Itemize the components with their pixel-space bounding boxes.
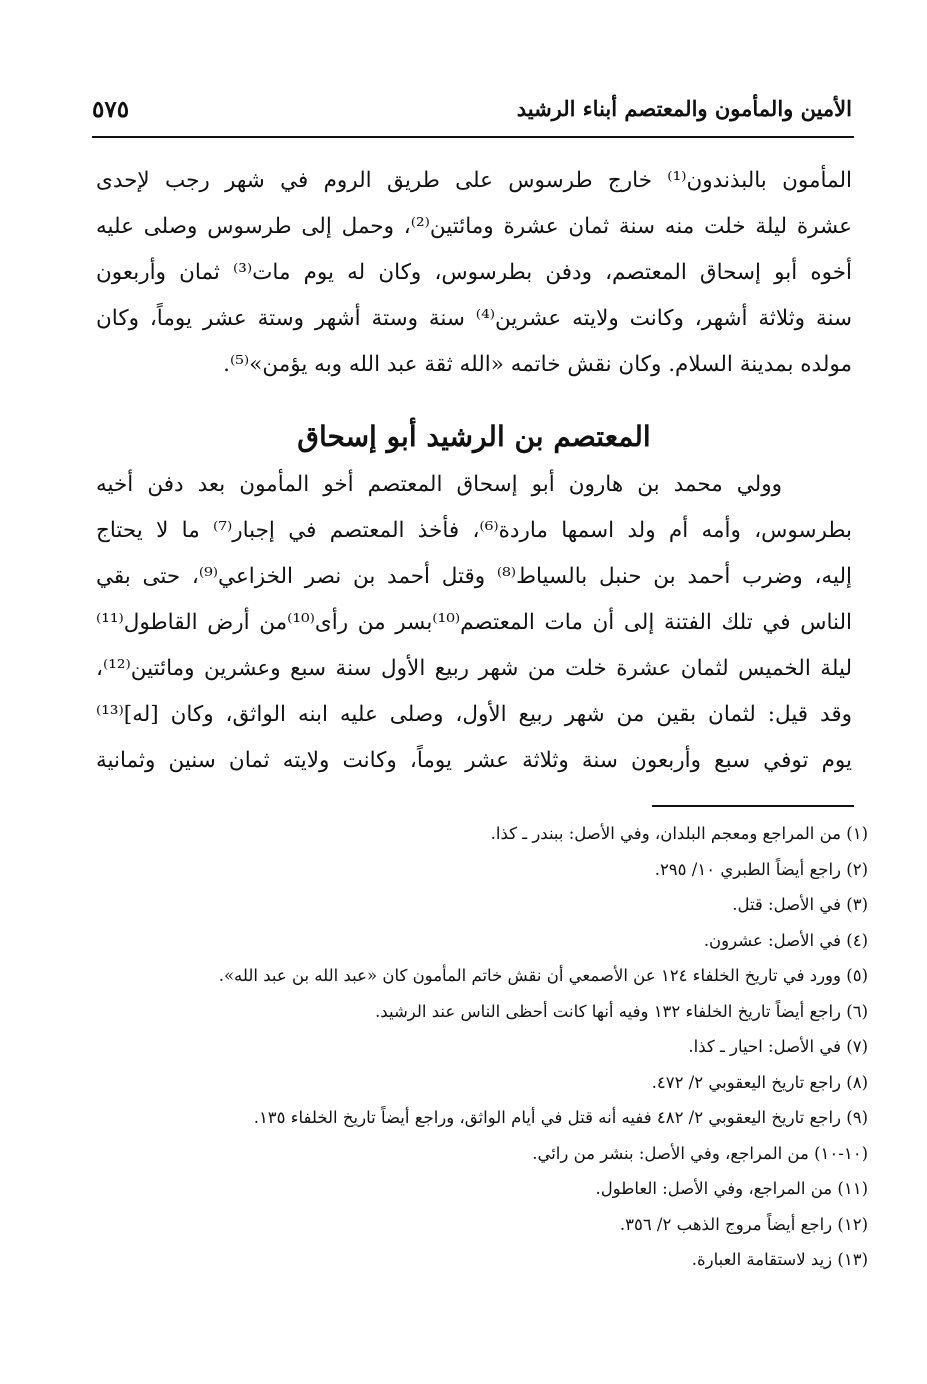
footnote: (٣) في الأصل: قتل. — [732, 895, 868, 914]
text-line: الناس في تلك الفتنة إلى أن مات المعتصم⁽¹⁰⁾بسر من رأى⁽¹⁰⁾من أرض القاطول⁽¹¹⁾ — [96, 610, 852, 635]
footnote-separator — [652, 805, 854, 807]
footnote: (٥) وورد في تاريخ الخلفاء ١٢٤ عن الأصمعي أن نقش خاتم المأمون كان «عبد الله بن عبد الله». — [218, 966, 868, 985]
footnote: (٢) راجع أيضاً الطبري ١٠/ ٢٩٥. — [654, 859, 868, 879]
text-line: أخوه أبو إسحاق المعتصم، ودفن بطرسوس، وكان له يوم مات⁽³⁾ ثمان وأربعون — [96, 260, 852, 285]
footnote: (١١) من المراجع، وفي الأصل: العاطول. — [595, 1179, 868, 1198]
text-line: المأمون بالبذندون⁽¹⁾ خارج طرسوس على طريق الروم في شهر رجب لإحدى — [96, 168, 852, 193]
footnote: (٩) راجع تاريخ اليعقوبي ٢/ ٤٨٢ ففيه أنه قتل في أيام الواثق، وراجع أيضاً تاريخ الخلفاء ١٣٥. — [253, 1108, 868, 1127]
footnote: (١) من المراجع ومعجم البلدان، وفي الأصل: ببندر ـ كذا. — [490, 824, 868, 843]
footnote: (٦) راجع أيضاً تاريخ الخلفاء ١٣٢ وفيه أنها كانت أحظى الناس عند الرشيد. — [375, 1001, 868, 1021]
text-line: ليلة الخميس لثمان عشرة خلت من شهر ربيع الأول سنة سبع وعشرين ومائتين⁽¹²⁾، — [96, 656, 852, 681]
page-header — [92, 92, 852, 132]
text-line: عشرة ليلة خلت منه سنة ثمان عشرة ومائتين⁽²⁾، وحمل إلى طرسوس وصلى عليه — [96, 214, 852, 239]
running-head: الأمين والمأمون والمعتصم أبناء الرشيد — [516, 96, 852, 121]
text-line: بطرسوس، وأمه أم ولد اسمها ماردة⁽⁶⁾، فأخذ المعتصم في إجبار⁽⁷⁾ ما لا يحتاج — [96, 518, 852, 543]
footnote: (٧) في الأصل: احيار ـ كذا. — [688, 1037, 868, 1056]
paragraph-mutasim — [96, 462, 852, 784]
page-number: ٥٧٥ — [92, 96, 130, 123]
text-line: وولي محمد بن هارون أبو إسحاق المعتصم أخو المأمون بعد دفن أخيه — [96, 472, 782, 497]
paragraph-mamun-death — [96, 158, 852, 388]
header-rule — [92, 136, 854, 138]
footnote: (١٠-١٠) من المراجع، وفي الأصل: بنشر من رائي. — [532, 1143, 868, 1163]
footnote: (٤) في الأصل: عشرون. — [703, 930, 868, 950]
text-line: إليه، وضرب أحمد بن حنبل بالسياط⁽⁸⁾ وقتل أحمد بن نصر الخزاعي⁽⁹⁾، حتى بقي — [96, 564, 852, 589]
footnotes — [120, 816, 868, 1278]
section-title: المعتصم بن الرشيد أبو إسحاق — [297, 420, 651, 453]
text-line: مولده بمدينة السلام. وكان نقش خاتمه «الله ثقة عبد الله وبه يؤمن»⁽⁵⁾. — [223, 352, 852, 377]
footnote: (١٢) راجع أيضاً مروج الذهب ٢/ ٣٥٦. — [619, 1214, 868, 1234]
text-line: وقد قيل: لثمان بقين من شهر ربيع الأول، وصلى عليه ابنه الواثق، وكان [له]⁽¹³⁾ — [96, 702, 852, 727]
footnote: (٨) راجع تاريخ اليعقوبي ٢/ ٤٧٢. — [651, 1072, 868, 1092]
text-line: يوم توفي سبع وأربعون سنة وثلاثة عشر يوماً، وكانت ولايته ثمان سنين وثمانية — [96, 748, 852, 773]
footnote: (١٣) زيد لاستقامة العبارة. — [691, 1250, 868, 1269]
text-line: سنة وثلاثة أشهر، وكانت ولايته عشرين⁽⁴⁾ سنة وستة أشهر وستة عشر يوماً، وكان — [96, 306, 852, 331]
